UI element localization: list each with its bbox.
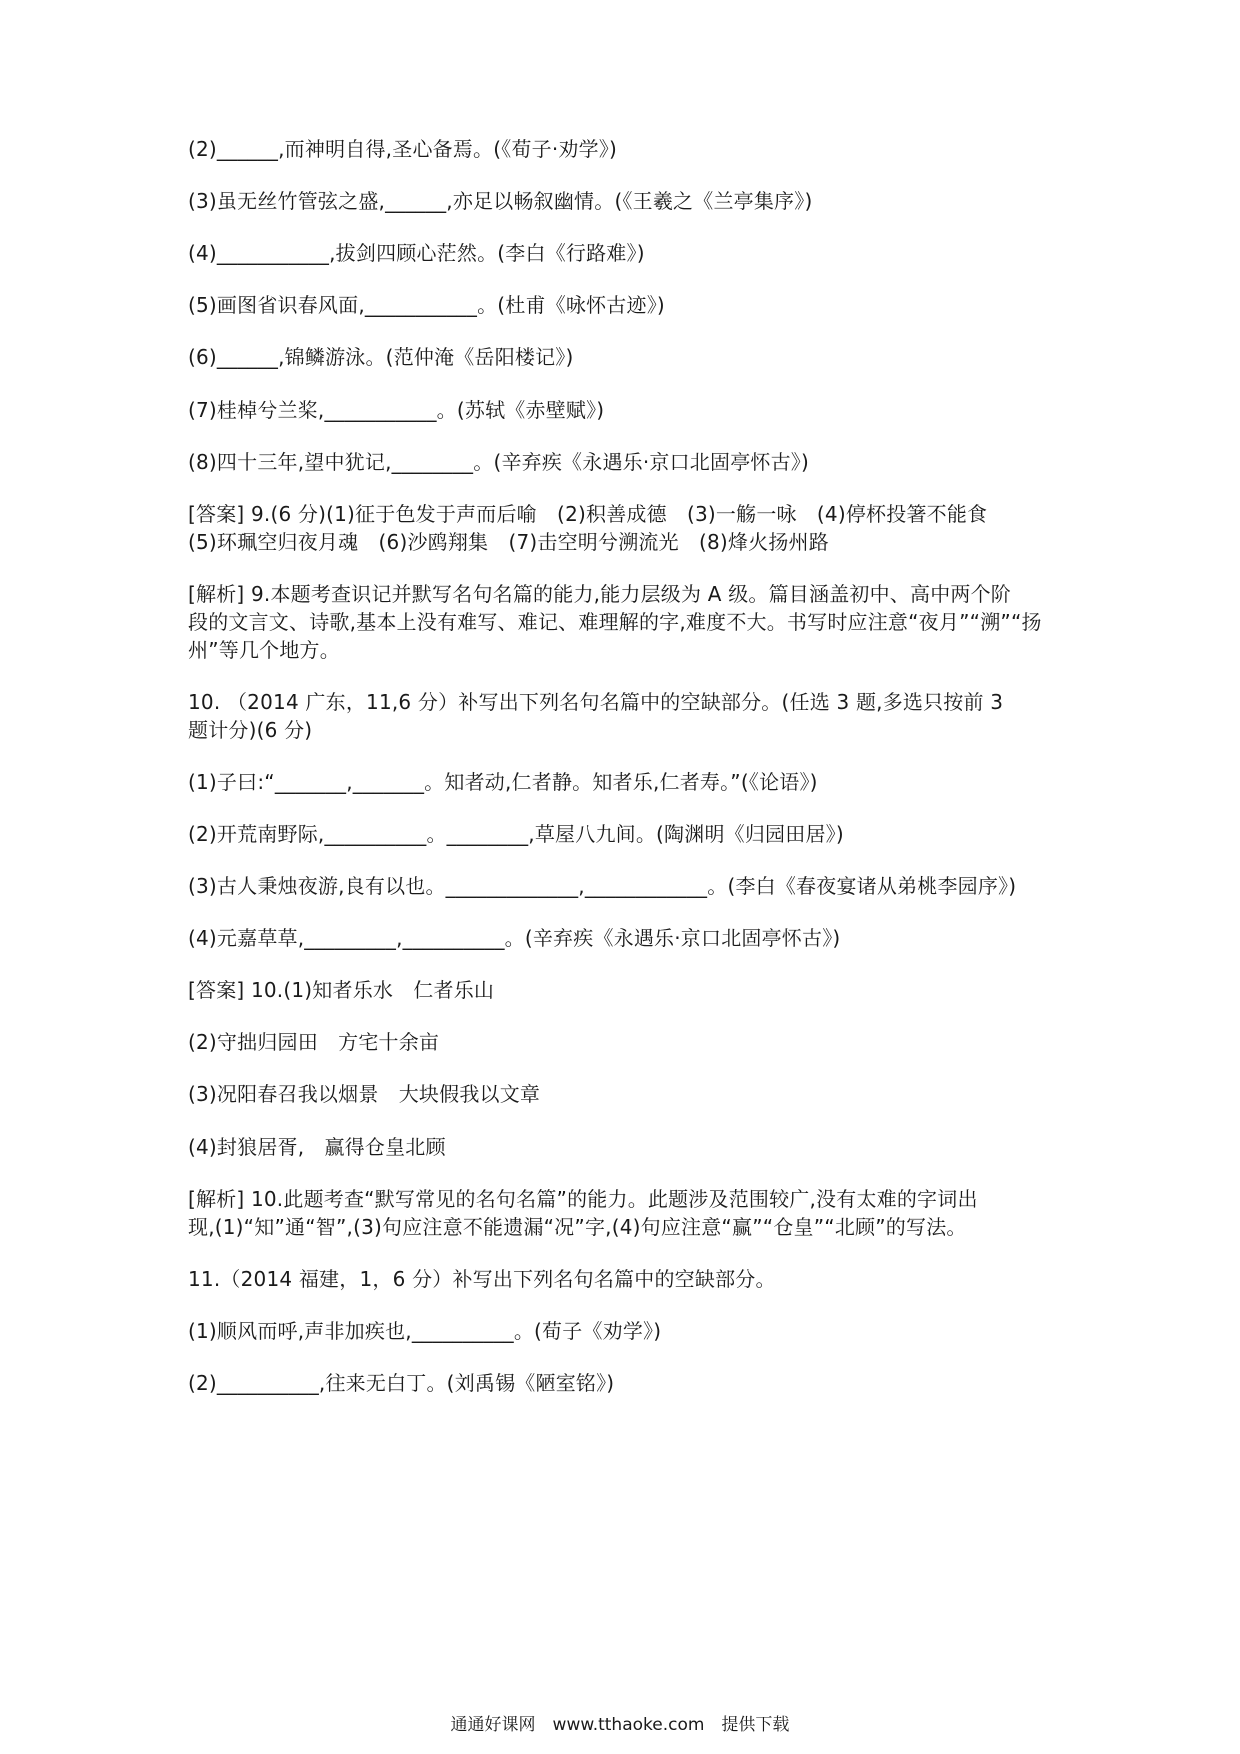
answer-9-line-1: [答案] 9.(6 分)(1)征于色发于声而后喻 (2)积善成德 (3)一觞一咏 (4)停杯投箸不能食 bbox=[188, 502, 988, 526]
item-9-2: (2)______,而神明自得,圣心备焉。(《荀子·劝学》) bbox=[188, 137, 618, 161]
analysis-9-line-2: 段的文言文、诗歌,基本上没有难写、难记、难理解的字,难度不大。书写时应注意“夜月”“溯”“扬 bbox=[188, 610, 1042, 634]
item-10-3: (3)古人秉烛夜游,良有以也。_____________,____________。(李白《春夜宴诸从弟桃李园序》) bbox=[188, 874, 1017, 898]
item-11-1: (1)顺风而呼,声非加疾也,__________。(荀子《劝学》) bbox=[188, 1319, 662, 1343]
analysis-9-line-1: [解析] 9.本题考查识记并默写名句名篇的能力,能力层级为 A 级。篇目涵盖初中、高中两个阶 bbox=[188, 582, 1011, 606]
answer-10-3: (3)况阳春召我以烟景 大块假我以文章 bbox=[188, 1082, 541, 1106]
item-9-8: (8)四十三年,望中犹记,________。(辛弃疾《永遇乐·京口北固亭怀古》) bbox=[188, 450, 810, 474]
item-9-5: (5)画图省识春风面,___________。(杜甫《咏怀古迹》) bbox=[188, 293, 665, 317]
item-9-3: (3)虽无丝竹管弦之盛,______,亦足以畅叙幽情。(《王羲之《兰亭集序》) bbox=[188, 189, 813, 213]
page-footer: 通通好课网 www.tthaoke.com 提供下载 bbox=[450, 1715, 790, 1735]
answer-10-1: [答案] 10.(1)知者乐水 仁者乐山 bbox=[188, 978, 495, 1002]
analysis-9-line-3: 州”等几个地方。 bbox=[188, 638, 340, 662]
item-9-6: (6)______,锦鳞游泳。(范仲淹《岳阳楼记》) bbox=[188, 345, 574, 369]
item-11-2: (2)__________,往来无白丁。(刘禹锡《陋室铭》) bbox=[188, 1371, 615, 1395]
analysis-10-line-2: 现,(1)“知”通“智”,(3)句应注意不能遗漏“况”字,(4)句应注意“赢”“仓皇”“北顾”的写法。 bbox=[188, 1215, 967, 1239]
item-10-4: (4)元嘉草草,_________,__________。(辛弃疾《永遇乐·京口北固亭怀古》) bbox=[188, 926, 841, 950]
question-10-line-1: 10. （2014 广东，11,6 分）补写出下列名句名篇中的空缺部分。(任选 3 题,多选只按前 3 bbox=[188, 690, 1004, 714]
answer-10-4: (4)封狼居胥, 赢得仓皇北顾 bbox=[188, 1135, 446, 1159]
question-10-line-2: 题计分)(6 分) bbox=[188, 718, 313, 742]
item-10-2: (2)开荒南野际,__________。________,草屋八九间。(陶渊明《归园田居》) bbox=[188, 822, 844, 846]
answer-10-2: (2)守拙归园田 方宅十余亩 bbox=[188, 1030, 440, 1054]
analysis-10-line-1: [解析] 10.此题考查“默写常见的名句名篇”的能力。此题涉及范围较广,没有太难的字词出 bbox=[188, 1187, 978, 1211]
answer-9-line-2: (5)环珮空归夜月魂 (6)沙鸥翔集 (7)击空明兮溯流光 (8)烽火扬州路 bbox=[188, 530, 829, 554]
item-10-1: (1)子曰:“_______,_______。知者动,仁者静。知者乐,仁者寿。”(《论语》) bbox=[188, 770, 818, 794]
question-11: 11.（2014 福建，1，6 分）补写出下列名句名篇中的空缺部分。 bbox=[188, 1267, 776, 1291]
item-9-4: (4)___________,拔剑四顾心茫然。(李白《行路难》) bbox=[188, 241, 645, 265]
item-9-7: (7)桂棹兮兰桨,___________。(苏轼《赤壁赋》) bbox=[188, 398, 605, 422]
